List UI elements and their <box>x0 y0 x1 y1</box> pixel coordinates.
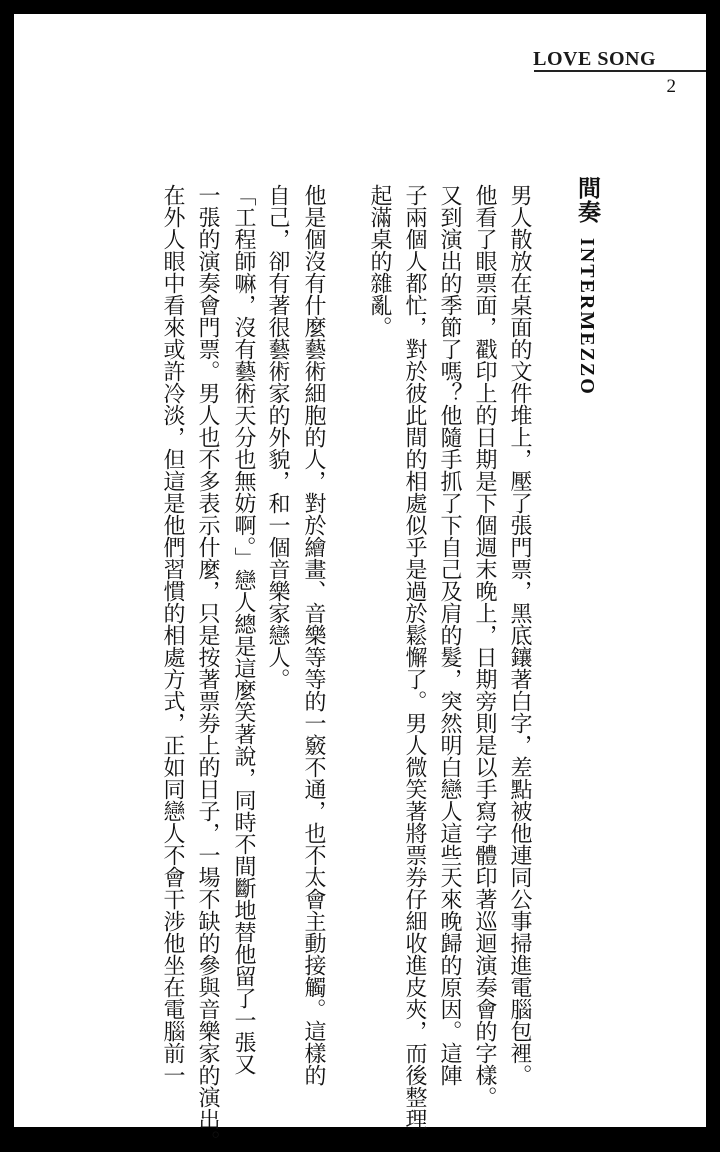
text-column: 一張的演奏會門票。男人也不多表示什麼，只是按著票券上的日子，一場不缺的參與音樂家的演出。 <box>195 184 220 1152</box>
page-number: 2 <box>666 76 676 97</box>
chapter-title-cjk: 間奏 <box>574 176 601 224</box>
chapter-title-latin: INTERMEZZO <box>576 238 598 396</box>
text-column: 「工程師嘛，沒有藝術天分也無妨啊。」戀人總是這麼笑著說，同時不間斷地替他留了一張又 <box>231 184 256 1075</box>
text-column: 又到演出的季節了嗎？他隨手抓了下自己及肩的髮，突然明白戀人這些天來晚歸的原因。這陣 <box>437 184 462 1086</box>
text-column: 自己，卻有著很藝術家的外貌，和一個音樂家戀人。 <box>265 184 290 690</box>
header-rule <box>534 70 706 72</box>
text-column: 他是個沒有什麼藝術細胞的人，對於繪畫、音樂等等的一竅不通，也不太會主動接觸。這樣的 <box>301 184 326 1086</box>
running-title: LOVE SONG <box>533 48 656 70</box>
text-column: 他看了眼票面，戳印上的日期是下個週末晚上，日期旁則是以手寫字體印著巡迴演奏會的字樣。 <box>472 184 497 1108</box>
book-page <box>14 14 706 1152</box>
chapter-title <box>570 176 604 396</box>
text-column: 在外人眼中看來或許冷淡，但這是他們習慣的相處方式，正如同戀人不會干涉他坐在電腦前一 <box>160 184 185 1086</box>
text-column: 起滿桌的雜亂。 <box>367 184 392 338</box>
text-column: 男人散放在桌面的文件堆上，壓了張門票，黑底鑲著白字，差點被他連同公事掃進電腦包裡。 <box>507 184 532 1086</box>
text-column: 子兩個人都忙，對於彼此間的相處似乎是過於鬆懈了。男人微笑著將票券仔細收進皮夾，而後整理 <box>402 184 427 1130</box>
